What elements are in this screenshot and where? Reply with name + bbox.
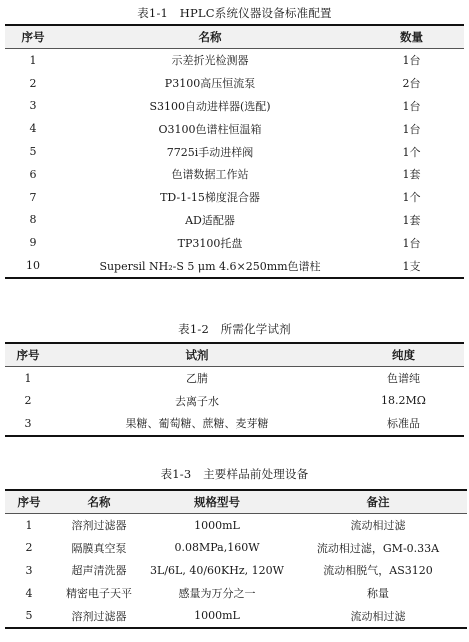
table-row: [5, 231, 464, 254]
column-header: 试剂: [51, 343, 343, 367]
table-row: [5, 604, 467, 628]
table-cell: 溶剂过滤器: [71, 519, 127, 533]
table-cell: 1个: [402, 191, 421, 205]
table-cell: O3100色谱柱恒温箱: [158, 122, 262, 136]
column-header: 序号: [5, 490, 53, 514]
table-cell: 1: [24, 371, 32, 385]
table-header-row: [5, 343, 464, 367]
table-cell: 感量为万分之一: [178, 587, 256, 601]
table-cell: 3: [29, 99, 37, 113]
table-row: [5, 163, 464, 186]
table-cell: 1台: [402, 54, 421, 68]
table-cell: 色谱纯: [387, 372, 420, 386]
table-cell: 1000mL: [194, 518, 240, 532]
table-row: [5, 209, 464, 232]
table-row: [5, 117, 464, 140]
column-header: 规格型号: [145, 490, 289, 514]
table-cell: TP3100托盘: [177, 236, 243, 250]
table-cell: TD-1-15梯度混合器: [160, 191, 260, 205]
table-cell: S3100自动进样器(选配): [149, 99, 271, 113]
table-cell: 果糖、葡萄糖、蔗糖、麦芽糖: [51, 412, 343, 436]
table-cell: 1个: [402, 145, 421, 159]
table-row: [5, 412, 464, 436]
table-cell: 2: [25, 541, 33, 555]
table-cell: 2: [24, 394, 32, 408]
chemical-reagents-table: [5, 342, 464, 437]
table-cell: 4: [29, 122, 37, 136]
table-cell: 2: [29, 76, 37, 90]
table-cell: 流动相过滤: [350, 519, 406, 533]
table-cell: 1台: [402, 236, 421, 250]
table-cell: 去离子水: [175, 394, 219, 408]
column-header: 序号: [5, 343, 51, 367]
table2-caption: 表1-2 所需化学试剂: [178, 322, 291, 336]
table-row: [5, 559, 467, 582]
table-cell: 7725i手动进样阀: [166, 145, 254, 159]
table-cell: 称量: [367, 587, 389, 601]
table-cell: 1: [29, 53, 37, 67]
table-cell: 3: [5, 412, 51, 436]
table-cell: 6: [29, 167, 37, 181]
table-row: [5, 367, 464, 390]
table-cell: 超声清洗器: [71, 564, 127, 578]
table-cell: 流动相过滤，GM-0.33A: [316, 541, 440, 555]
table-header-row: [5, 25, 464, 49]
table-row: [5, 390, 464, 413]
table-cell: 5: [29, 145, 37, 159]
table-cell: 3L/6L, 40/60KHz, 120W: [150, 563, 284, 577]
table-row: [5, 537, 467, 560]
table-row: [5, 95, 464, 118]
column-header: 备注: [289, 490, 467, 514]
table-cell: 0.08MPa,160W: [174, 541, 260, 555]
sample-prep-equipment-table: [5, 489, 467, 629]
table-cell: 色谱数据工作站: [171, 168, 249, 182]
column-header: 序号: [5, 25, 61, 49]
table-cell: 乙腈: [186, 372, 208, 386]
column-header: 名称: [61, 25, 359, 49]
table-cell: 1台: [402, 122, 421, 136]
table-cell: 标准品: [343, 412, 464, 436]
table-cell: 示差折光检测器: [171, 54, 249, 68]
table-cell: 精密电子天平: [66, 587, 132, 601]
table-cell: 1000mL: [145, 604, 289, 628]
column-header: 名称: [53, 490, 145, 514]
table-row: [5, 254, 464, 278]
table-row: [5, 72, 464, 95]
table-cell: 1: [25, 518, 33, 532]
table-cell: 18.2MΩ: [381, 394, 426, 408]
table-cell: 5: [5, 604, 53, 628]
table1-caption: 表1-1 HPLC系统仪器设备标准配置: [137, 6, 332, 20]
table-row: [5, 49, 464, 72]
table-cell: P3100高压恒流泵: [164, 77, 256, 91]
table-header-row: [5, 490, 467, 514]
table-row: [5, 186, 464, 209]
table-cell: 流动相过滤: [289, 604, 467, 628]
table3-caption: 表1-3 主要样品前处理设备: [160, 467, 309, 481]
column-header: 数量: [359, 25, 464, 49]
table-cell: 4: [25, 586, 33, 600]
table-cell: 10: [5, 254, 61, 278]
table-cell: 1套: [402, 168, 421, 182]
table-cell: AD适配器: [185, 213, 235, 227]
table-cell: 1套: [402, 213, 421, 227]
table-cell: 隔膜真空泵: [71, 541, 127, 555]
table-row: [5, 514, 467, 537]
table-row: [5, 582, 467, 605]
table-cell: 8: [29, 213, 37, 227]
table-cell: 流动相脱气，AS3120: [323, 564, 433, 578]
table-row: [5, 140, 464, 163]
table-cell: Supersil NH₂-S 5 μm 4.6×250mm色谱柱: [61, 254, 359, 278]
table-cell: 溶剂过滤器: [53, 604, 145, 628]
table-cell: 1台: [402, 99, 421, 113]
table-cell: 3: [25, 563, 33, 577]
column-header: 纯度: [343, 343, 464, 367]
table-cell: 9: [29, 236, 37, 250]
equipment-config-table: [5, 24, 464, 279]
table-cell: 7: [29, 190, 37, 204]
table-cell: 2台: [402, 77, 421, 91]
table-cell: 1支: [359, 254, 464, 278]
